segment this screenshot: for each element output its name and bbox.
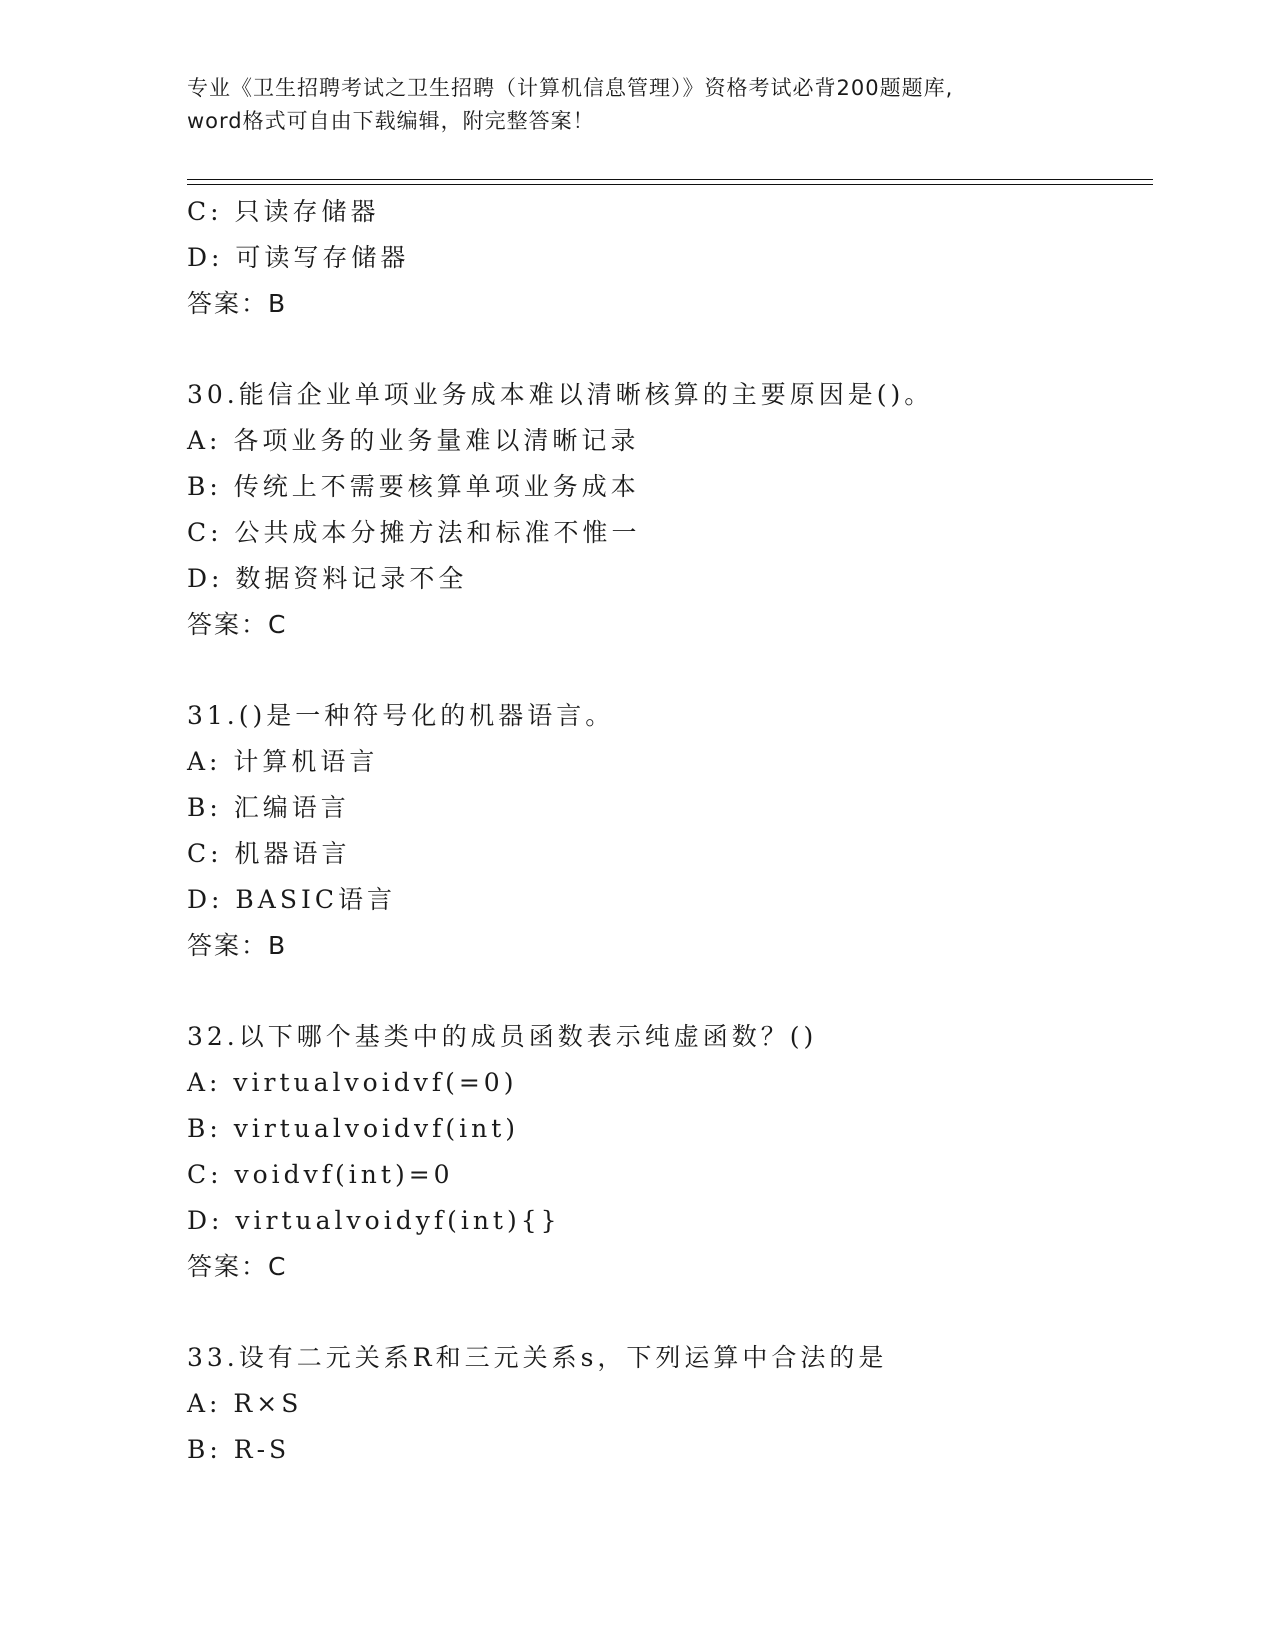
header-divider-top — [187, 179, 1153, 180]
question-spacer — [187, 969, 1187, 1014]
option-b: B: 传统上不需要核算单项业务成本 — [187, 472, 640, 501]
option-b: B: virtualvoidvf(int) — [187, 1114, 520, 1143]
question-30 — [187, 372, 1187, 648]
answer: 答案：C — [187, 610, 288, 639]
header-title-line-2: word格式可自由下载编辑，附完整答案！ — [187, 109, 595, 133]
question-text: 33.设有二元关系R和三元关系s，下列运算中合法的是 — [187, 1343, 888, 1372]
option-c: C: 机器语言 — [187, 839, 351, 868]
document-header — [187, 72, 1087, 138]
option-d: D: 可读写存储器 — [187, 243, 410, 272]
option-d: D: 数据资料记录不全 — [187, 564, 468, 593]
option-a: A: 各项业务的业务量难以清晰记录 — [187, 426, 640, 455]
question-spacer — [187, 648, 1187, 693]
question-33 — [187, 1335, 1187, 1473]
answer: 答案：B — [187, 289, 288, 318]
question-spacer — [187, 327, 1187, 372]
option-c: C: voidvf(int)=0 — [187, 1160, 454, 1189]
question-31 — [187, 693, 1187, 969]
question-spacer — [187, 1290, 1187, 1335]
question-29 — [187, 189, 1187, 327]
option-b: B: R-S — [187, 1435, 291, 1464]
header-divider-bottom — [187, 184, 1153, 185]
option-a: A: R×S — [187, 1389, 303, 1418]
question-text: 32.以下哪个基类中的成员函数表示纯虚函数？() — [187, 1022, 818, 1051]
answer: 答案：C — [187, 1252, 288, 1281]
answer: 答案：B — [187, 931, 288, 960]
option-a: A: virtualvoidvf(=0) — [187, 1068, 518, 1097]
option-d: D: BASIC语言 — [187, 885, 396, 914]
question-list — [187, 189, 1187, 1473]
question-text: 31.()是一种符号化的机器语言。 — [187, 701, 615, 730]
option-c: C: 只读存储器 — [187, 197, 380, 226]
option-b: B: 汇编语言 — [187, 793, 350, 822]
option-c: C: 公共成本分摊方法和标准不惟一 — [187, 518, 641, 547]
question-32 — [187, 1014, 1187, 1290]
option-a: A: 计算机语言 — [187, 747, 379, 776]
option-d: D: virtualvoidyf(int){} — [187, 1206, 561, 1235]
header-title-line-1: 专业《卫生招聘考试之卫生招聘（计算机信息管理）》资格考试必背200题题库, — [187, 76, 954, 100]
question-text: 30.能信企业单项业务成本难以清晰核算的主要原因是()。 — [187, 380, 934, 409]
